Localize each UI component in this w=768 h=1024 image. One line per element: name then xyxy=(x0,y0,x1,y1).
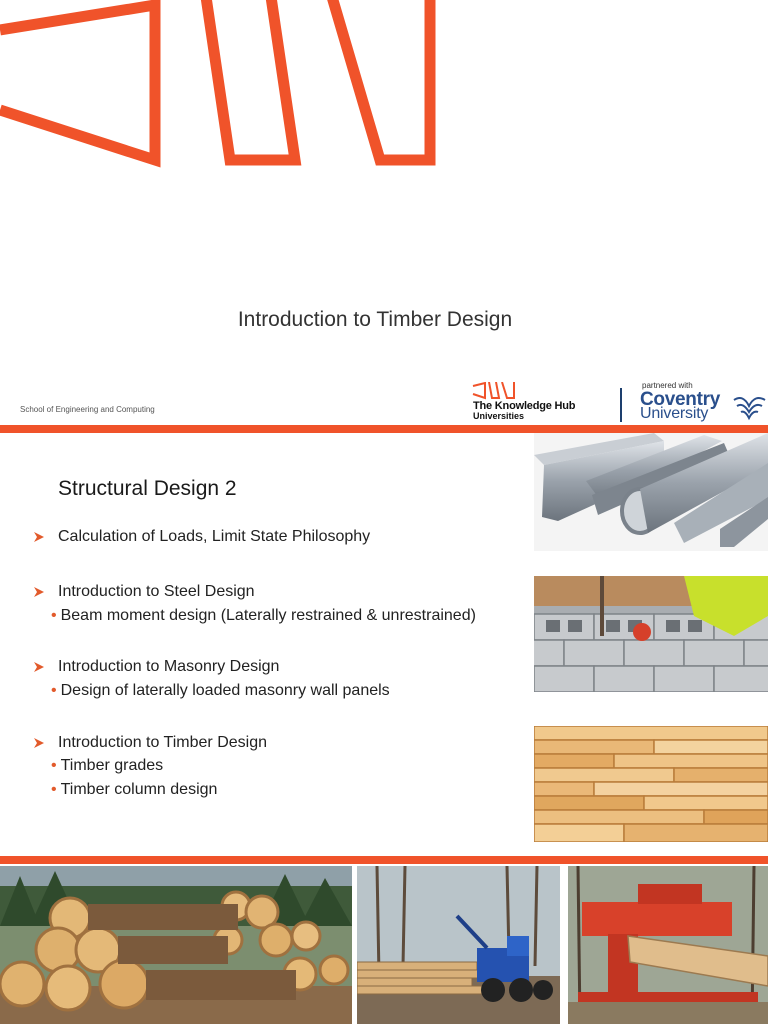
knowledge-hub-large-logo xyxy=(0,0,440,175)
sub-bullet-item: • Design of laterally loaded masonry wall panels xyxy=(51,682,390,699)
dot-bullet-icon: • xyxy=(51,757,57,774)
coventry-wordmark: Coventry xyxy=(640,389,720,410)
knowledge-hub-logo xyxy=(472,382,622,422)
knowledge-hub-subname: Universities xyxy=(473,411,525,421)
bullet-item: Calculation of Loads, Limit State Philosophy xyxy=(58,528,371,545)
knowledge-hub-name: The Knowledge Hub xyxy=(473,400,576,412)
forwarder-illustration xyxy=(357,866,560,1024)
sawmill-photo xyxy=(568,866,768,1024)
arrow-bullet-icon xyxy=(33,661,45,673)
school-label: School of Engineering and Computing xyxy=(20,405,155,414)
sawmill-illustration xyxy=(568,866,768,1024)
slide-separator xyxy=(0,856,768,864)
dot-bullet-icon: • xyxy=(51,682,57,699)
slide-separator xyxy=(0,425,768,433)
logo-divider xyxy=(620,388,622,422)
masonry-blocks-photo xyxy=(534,576,768,692)
knowledge-hub-mark-icon xyxy=(472,382,516,400)
log-pile-photo xyxy=(0,866,352,1024)
timber-planks-photo xyxy=(534,726,768,842)
sub-bullet-item: • Timber column design xyxy=(51,781,218,798)
coventry-wordmark-sub: University xyxy=(640,405,709,422)
lumber-illustration xyxy=(534,726,768,842)
slide-title: Introduction to Timber Design xyxy=(237,308,513,331)
log-pile-illustration xyxy=(0,866,352,1024)
partner-label: partnered with xyxy=(642,381,693,390)
sub-bullet-item: • Beam moment design (Laterally restrained & unrestrained) xyxy=(51,607,476,624)
dot-bullet-icon: • xyxy=(51,781,57,798)
title-slide xyxy=(0,0,768,425)
arrow-bullet-icon xyxy=(33,737,45,749)
coventry-phoenix-icon xyxy=(731,390,768,422)
masonry-illustration xyxy=(534,576,768,692)
forestry-forwarder-photo xyxy=(357,866,560,1024)
bullet-item: Introduction to Steel Design xyxy=(58,583,255,600)
steel-sections-illustration xyxy=(534,433,768,551)
arrow-bullet-icon xyxy=(33,586,45,598)
dot-bullet-icon: • xyxy=(51,607,57,624)
arrow-bullet-icon xyxy=(33,531,45,543)
bullet-item: Introduction to Timber Design xyxy=(58,734,267,751)
steel-sections-photo xyxy=(534,433,768,551)
slide-title: Structural Design 2 xyxy=(58,477,237,500)
sub-bullet-item: • Timber grades xyxy=(51,757,164,774)
bullet-item: Introduction to Masonry Design xyxy=(58,658,280,675)
